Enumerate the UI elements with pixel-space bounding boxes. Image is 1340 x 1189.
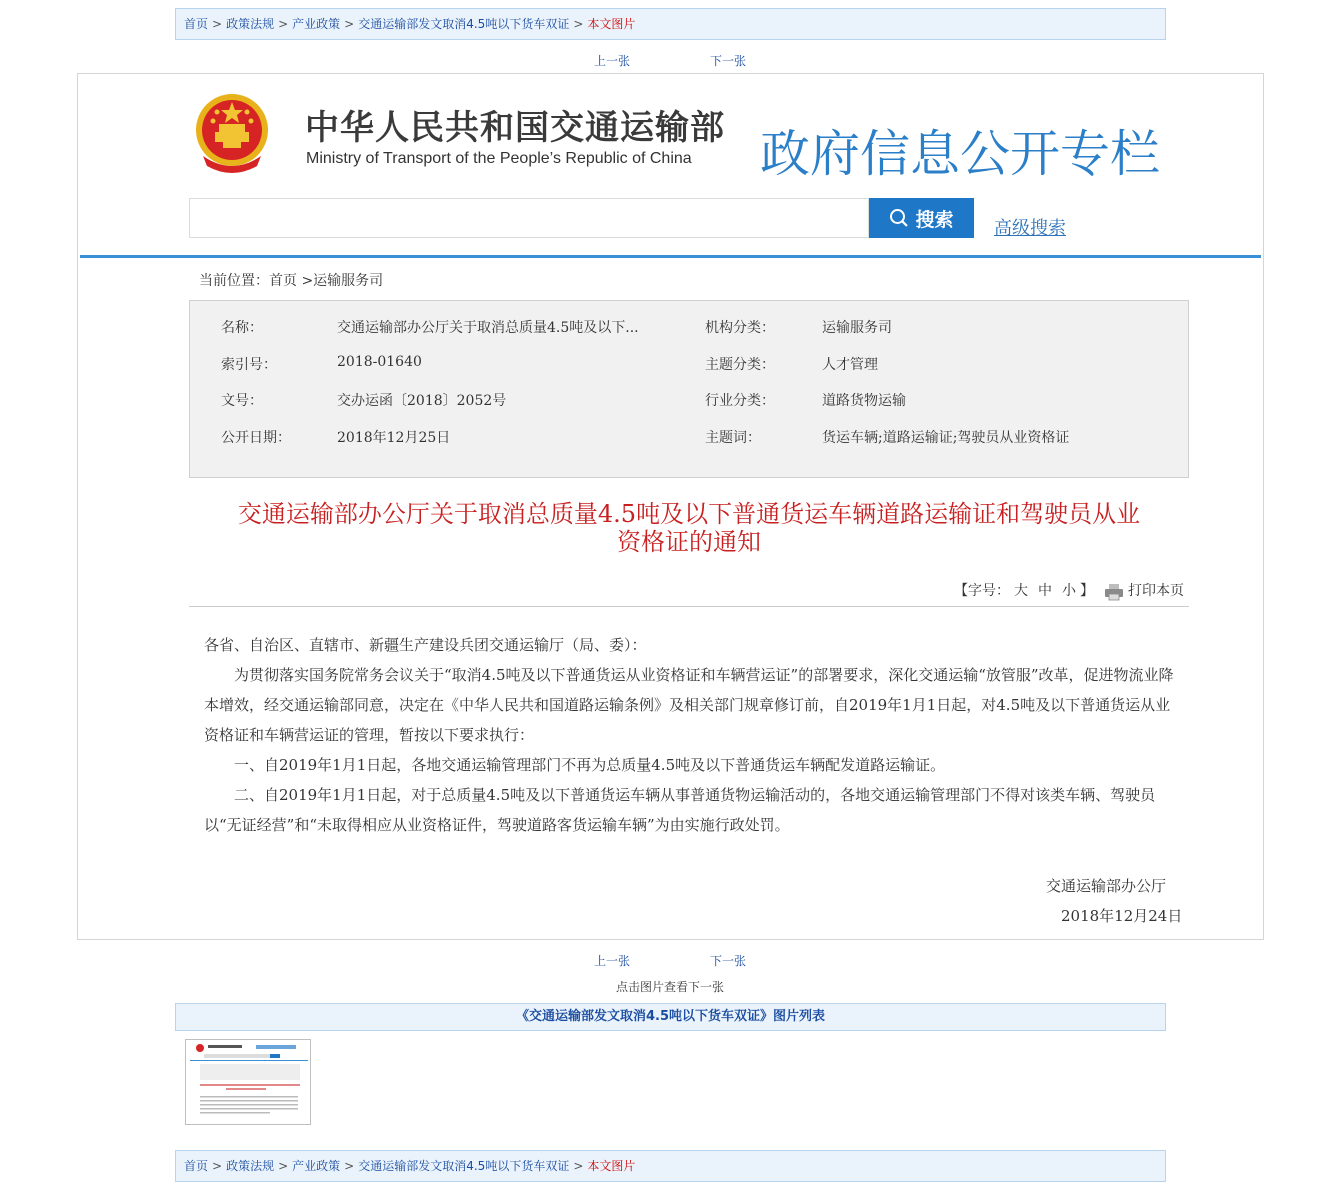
meta-date-value: 2018年12月25日 <box>337 430 451 446</box>
search-input[interactable] <box>189 198 869 238</box>
prev-image-link[interactable]: 上一张 <box>594 54 631 68</box>
column-title: 政府信息公开专栏 <box>760 125 1160 183</box>
meta-name-label: 名称： <box>221 320 263 336</box>
ministry-name-en: Ministry of Transport of the People’s Republic of China <box>306 150 692 167</box>
meta-org-value: 运输服务司 <box>822 320 892 336</box>
paragraph-1: 为贯彻落实国务院常务会议关于“取消4.5吨及以下普通货运从业资格证和车辆营运证”的部署要求，深化交通运输“放管服”改革，促进物流业降本增效，经交通运输部同意，决定在《中华人民共和国道路运输条例》及相关部门规章修订前，自2019年1月1日起，对4.5吨及以下普通货运从业资格证和车辆营运证的管理，暂按以下要求执行： <box>204 666 1174 744</box>
prev-image-link[interactable]: 上一张 <box>594 954 631 968</box>
meta-index-value: 2018-01640 <box>337 354 422 370</box>
breadcrumb-separator: > <box>212 17 223 31</box>
breadcrumb-article[interactable]: 交通运输部发文取消4.5吨以下货车双证 <box>358 17 570 31</box>
search-button[interactable] <box>869 198 974 238</box>
header-divider <box>80 255 1261 258</box>
meta-org-label: 机构分类： <box>705 320 775 336</box>
search-button-label: 搜索 <box>915 208 954 231</box>
breadcrumb-article[interactable]: 交通运输部发文取消4.5吨以下货车双证 <box>358 1159 570 1173</box>
pager-hint: 点击图片查看下一张 <box>616 980 725 994</box>
font-size-small[interactable]: 小 <box>1062 583 1076 599</box>
ministry-name-cn: 中华人民共和国交通运输部 <box>305 108 725 148</box>
content-divider <box>189 606 1189 607</box>
document-title-line2: 资格证的通知 <box>617 528 761 556</box>
font-size-label: 【字号： <box>954 583 1010 599</box>
breadcrumb-separator: > <box>344 17 355 31</box>
meta-name-value: 交通运输部办公厅关于取消总质量4.5吨及以下... <box>337 320 639 336</box>
breadcrumb-top <box>175 8 1166 40</box>
breadcrumb-separator: > <box>344 1159 355 1173</box>
print-icon[interactable] <box>1104 583 1124 601</box>
meta-index-label: 索引号： <box>221 357 277 373</box>
meta-date-label: 公开日期： <box>221 430 291 446</box>
breadcrumb-bottom <box>175 1150 1166 1182</box>
breadcrumb-policy[interactable]: 政策法规 <box>226 1159 275 1173</box>
breadcrumb-home[interactable]: 首页 <box>184 1159 209 1173</box>
breadcrumb-industry-policy[interactable]: 产业政策 <box>292 1159 341 1173</box>
breadcrumb-separator: > <box>573 1159 584 1173</box>
next-image-link[interactable]: 下一张 <box>710 954 747 968</box>
meta-industry-value: 道路货物运输 <box>822 393 906 409</box>
meta-topic-value: 人才管理 <box>822 357 878 373</box>
meta-topic-label: 主题分类： <box>705 357 775 373</box>
search-icon <box>889 208 909 228</box>
meta-docno-value: 交办运函〔2018〕2052号 <box>337 393 507 409</box>
font-size-large[interactable]: 大 <box>1014 583 1028 599</box>
document-title-line1: 交通运输部办公厅关于取消总质量4.5吨及以下普通货运车辆道路运输证和驾驶员从业 <box>237 500 1141 528</box>
breadcrumb-separator: > <box>212 1159 223 1173</box>
print-page-link[interactable]: 打印本页 <box>1128 583 1184 599</box>
breadcrumb-policy[interactable]: 政策法规 <box>226 17 275 31</box>
breadcrumb-separator: > <box>278 17 289 31</box>
breadcrumb-industry-policy[interactable]: 产业政策 <box>292 17 341 31</box>
national-emblem-icon <box>193 92 271 174</box>
current-location: 当前位置：首页 >运输服务司 <box>199 273 384 289</box>
signer: 交通运输部办公厅 <box>1046 877 1167 895</box>
salutation: 各省、自治区、直辖市、新疆生产建设兵团交通运输厅（局、委）： <box>204 636 647 654</box>
picture-list-header: 《交通运输部发文取消4.5吨以下货车双证》图片列表 <box>175 1003 1166 1031</box>
advanced-search-link[interactable]: 高级搜索 <box>994 218 1066 239</box>
picture-thumbnail[interactable] <box>185 1039 311 1125</box>
meta-docno-label: 文号： <box>221 393 263 409</box>
thumbnail-preview <box>186 1040 311 1125</box>
paragraph-2: 一、自2019年1月1日起，各地交通运输管理部门不再为总质量4.5吨及以下普通货运车辆配发道路运输证。 <box>234 756 946 774</box>
breadcrumb-home[interactable]: 首页 <box>184 17 209 31</box>
font-size-medium[interactable]: 中 <box>1038 583 1052 599</box>
meta-industry-label: 行业分类： <box>705 393 775 409</box>
breadcrumb-current: 本文图片 <box>587 17 636 31</box>
meta-keyword-value: 货运车辆;道路运输证;驾驶员从业资格证 <box>822 430 1070 446</box>
font-size-end: 】 <box>1080 583 1094 599</box>
meta-keyword-label: 主题词： <box>705 430 761 446</box>
breadcrumb-separator: > <box>278 1159 289 1173</box>
sign-date: 2018年12月24日 <box>1061 907 1183 925</box>
metadata-panel <box>189 300 1189 478</box>
breadcrumb-current: 本文图片 <box>587 1159 636 1173</box>
document-title <box>189 500 1189 556</box>
paragraph-3: 二、自2019年1月1日起，对于总质量4.5吨及以下普通货运车辆从事普通货物运输活动的，各地交通运输管理部门不得对该类车辆、驾驶员以“无证经营”和“未取得相应从业资格证件，驾驶道路客货运输车辆”为由实施行政处罚。 <box>204 786 1156 834</box>
breadcrumb-separator: > <box>573 17 584 31</box>
next-image-link[interactable]: 下一张 <box>710 54 747 68</box>
